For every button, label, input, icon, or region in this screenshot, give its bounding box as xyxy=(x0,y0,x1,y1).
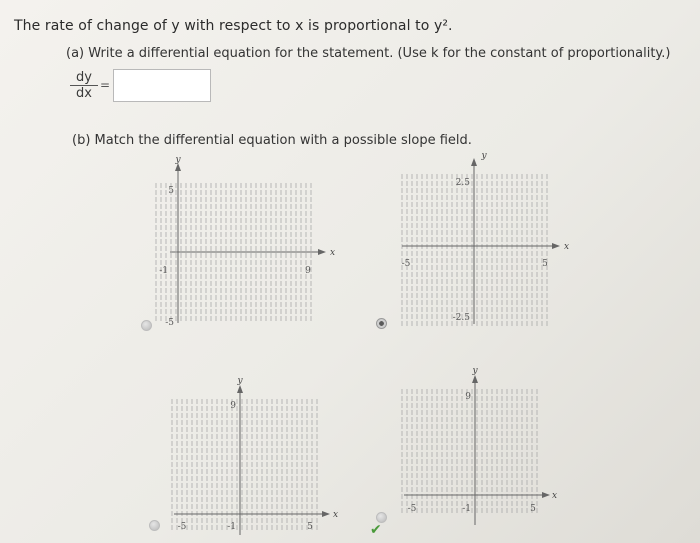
y-bottom-tick-label: -2.5 xyxy=(452,313,470,323)
option-1-radio[interactable] xyxy=(141,320,152,331)
question-text: The rate of change of y with respect to x is proportional to y². xyxy=(14,18,453,34)
y-axis-label: y xyxy=(472,366,478,376)
option-2-radio[interactable] xyxy=(376,318,387,329)
equals-sign: = xyxy=(100,78,111,92)
x-axis-label: x xyxy=(333,510,339,520)
slope-field-plot-3 xyxy=(160,375,350,540)
x-left-tick-label: -1 xyxy=(159,266,168,276)
correct-checkmark-icon: ✔ xyxy=(370,522,382,538)
slope-field-plot-1 xyxy=(140,155,340,330)
fraction-numerator: dy xyxy=(70,70,98,86)
slope-field-option-2[interactable] xyxy=(390,148,590,328)
y-top-tick-label: 2.5 xyxy=(455,178,470,188)
slope-field-option-4[interactable] xyxy=(390,365,580,530)
slope-field-plot-2 xyxy=(390,148,590,328)
slope-field-option-1[interactable] xyxy=(140,155,340,330)
y-axis-label: y xyxy=(237,376,243,386)
x-axis-label: x xyxy=(564,242,570,252)
x-right-tick-label: 5 xyxy=(530,504,536,514)
option-3-radio[interactable] xyxy=(149,520,160,531)
x-right-tick-label: 5 xyxy=(542,259,548,269)
y-top-tick-label: 5 xyxy=(168,186,174,196)
x-left-tick-label: -5 xyxy=(177,522,187,532)
fraction-denominator: dx xyxy=(76,86,92,101)
slope-field-grid xyxy=(172,399,317,530)
dy-dx-fraction xyxy=(70,70,98,102)
x-left-tick-label: -5 xyxy=(401,259,411,269)
y-bottom-tick-label: -5 xyxy=(165,318,174,328)
y-axis-label: y xyxy=(481,151,487,161)
x-right-tick-label: 5 xyxy=(307,522,313,532)
slope-field-grid xyxy=(402,389,537,513)
part-a-prompt: (a) Write a differential equation for the statement. (Use k for the constant of proportionality.) xyxy=(66,46,671,61)
x-right-tick-label: 9 xyxy=(305,266,311,276)
slope-field-option-3[interactable] xyxy=(160,375,350,540)
x-axis-label: x xyxy=(552,491,558,501)
part-b-prompt: (b) Match the differential equation with a possible slope field. xyxy=(72,133,472,148)
y-top-tick-label: 9 xyxy=(230,401,236,411)
answer-input[interactable] xyxy=(113,69,211,102)
y-bottom-tick-label: -1 xyxy=(462,504,471,514)
y-axis-label: y xyxy=(175,155,181,165)
slope-field-plot-4 xyxy=(390,365,580,530)
x-left-tick-label: -5 xyxy=(407,504,417,514)
x-axis-label: x xyxy=(330,248,336,258)
y-bottom-tick-label: -1 xyxy=(227,522,236,532)
y-top-tick-label: 9 xyxy=(465,392,471,402)
